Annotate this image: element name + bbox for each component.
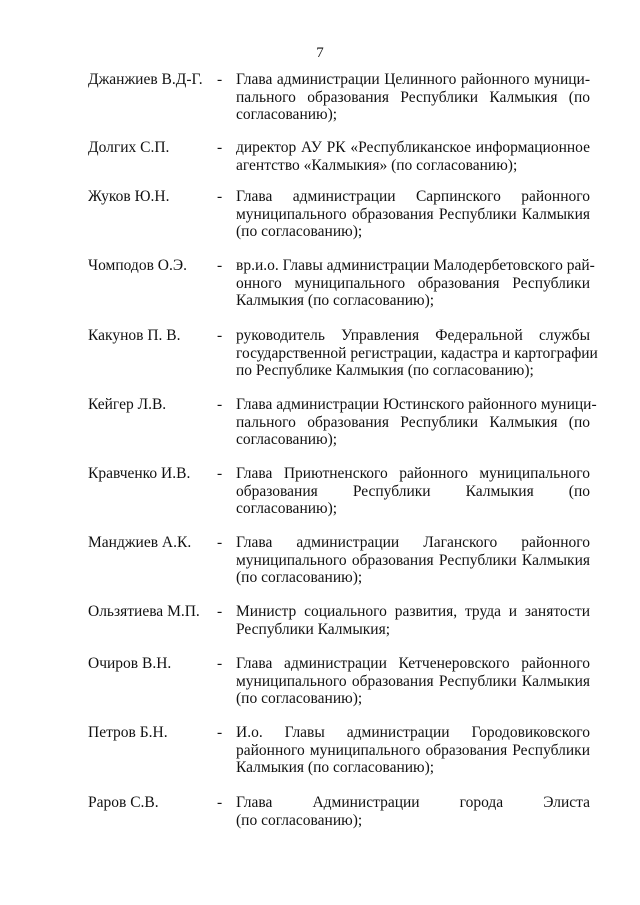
entry-description-line: согласованию); bbox=[236, 500, 338, 517]
entry-description-line: (по согласованию); bbox=[236, 690, 363, 707]
entry-description-line: (по согласованию); bbox=[236, 223, 363, 240]
entry-dash: - bbox=[217, 396, 223, 413]
entry-description bbox=[236, 465, 590, 518]
entry-description-line: Глава Администрации города Элиста bbox=[236, 794, 590, 811]
entry-name: Кейгер Л.В. bbox=[88, 396, 167, 413]
entry-description bbox=[236, 257, 595, 310]
page-number: 7 bbox=[316, 45, 324, 61]
entry-description-line: по Республике Калмыкия (по согласованию); bbox=[236, 362, 534, 379]
entry-description-line: Республики Калмыкия; bbox=[236, 620, 391, 638]
entry-description-line: (по согласованию); bbox=[236, 811, 363, 829]
entry-description-line: руководитель Управления Федеральной службы bbox=[236, 327, 590, 344]
entry-description-line: муниципального образования Республики Калмыкия bbox=[236, 672, 590, 690]
entry-description-line: муниципального образования Республики Калмыкия bbox=[236, 205, 590, 223]
entry-description-line: муниципального образования Республики Калмыкия bbox=[236, 551, 590, 569]
entry-name: Манджиев А.К. bbox=[88, 534, 192, 551]
entry-description-line: онного муниципального образования Республики bbox=[236, 274, 590, 292]
entry-description bbox=[236, 794, 590, 829]
entry-dash: - bbox=[217, 139, 223, 156]
entry-dash: - bbox=[217, 257, 223, 274]
entry-dash: - bbox=[217, 71, 223, 88]
entry-name: Ользятиева М.П. bbox=[88, 603, 200, 620]
entry-name: Долгих С.П. bbox=[88, 139, 170, 156]
entry-description-line: государственной регистрации, кадастра и картографии bbox=[236, 344, 598, 362]
entry-description-line: вр.и.о. Главы администрации Малодербетовского рай- bbox=[236, 257, 595, 274]
entry-dash: - bbox=[217, 534, 223, 551]
entry-description bbox=[236, 188, 590, 241]
entry-description bbox=[236, 724, 590, 777]
entry-description-line: Министр социального развития, труда и занятости bbox=[236, 603, 590, 620]
entry-description bbox=[236, 534, 590, 587]
entry-description bbox=[236, 139, 590, 174]
entry-description-line: Глава администрации Кетченеровского районного bbox=[236, 655, 590, 672]
entry-dash: - bbox=[217, 655, 223, 672]
entry-name: Джанжиев В.Д-Г. bbox=[88, 71, 203, 88]
entry-description-line: директор АУ РК «Республиканское информационное bbox=[236, 139, 590, 156]
entry-description-line: Глава Приютненского районного муниципального bbox=[236, 465, 590, 482]
entry-description-line: районного муниципального образования Республики bbox=[236, 741, 590, 759]
entry-dash: - bbox=[217, 188, 223, 205]
entry-name: Чомподов О.Э. bbox=[88, 257, 187, 274]
entry-dash: - bbox=[217, 603, 223, 620]
entry-name: Жуков Ю.Н. bbox=[88, 188, 170, 205]
entry-description-line: образования Республики Калмыкия (по bbox=[236, 482, 590, 500]
entry-description-line: согласованию); bbox=[236, 431, 338, 448]
entry-dash: - bbox=[217, 724, 223, 741]
entry-description-line: Глава администрации Лаганского районного bbox=[236, 534, 590, 551]
entry-name: Кравченко И.В. bbox=[88, 465, 191, 482]
entry-name: Очиров В.Н. bbox=[88, 655, 172, 672]
entry-description bbox=[236, 603, 590, 638]
entry-description-line: пального образования Республики Калмыкия (по bbox=[236, 88, 590, 106]
entry-description-line: агентство «Калмыкия» (по согласованию); bbox=[236, 156, 518, 174]
entry-description bbox=[236, 327, 598, 380]
entry-description-line: Калмыкия (по согласованию); bbox=[236, 292, 435, 309]
entry-name: Раров С.В. bbox=[88, 794, 159, 811]
entry-description-line: пального образования Республики Калмыкия (по bbox=[236, 413, 590, 431]
entry-description-line: Глава администрации Юстинского районного муници- bbox=[236, 396, 597, 413]
entry-description-line: И.о. Главы администрации Городовиковского bbox=[236, 724, 590, 741]
entry-name: Какунов П. В. bbox=[88, 327, 181, 344]
entry-description bbox=[236, 396, 597, 449]
entry-description-line: согласованию); bbox=[236, 106, 338, 123]
entry-description-line: (по согласованию); bbox=[236, 569, 363, 586]
entry-description bbox=[236, 655, 590, 708]
entry-description-line: Глава администрации Сарпинского районного bbox=[236, 188, 590, 205]
entry-dash: - bbox=[217, 327, 223, 344]
entry-name: Петров Б.Н. bbox=[88, 724, 168, 741]
entry-description-line: Глава администрации Целинного районного муници- bbox=[236, 71, 590, 88]
entry-description-line: Калмыкия (по согласованию); bbox=[236, 759, 435, 776]
entry-description bbox=[236, 71, 590, 124]
entry-dash: - bbox=[217, 794, 223, 811]
entry-dash: - bbox=[217, 465, 223, 482]
